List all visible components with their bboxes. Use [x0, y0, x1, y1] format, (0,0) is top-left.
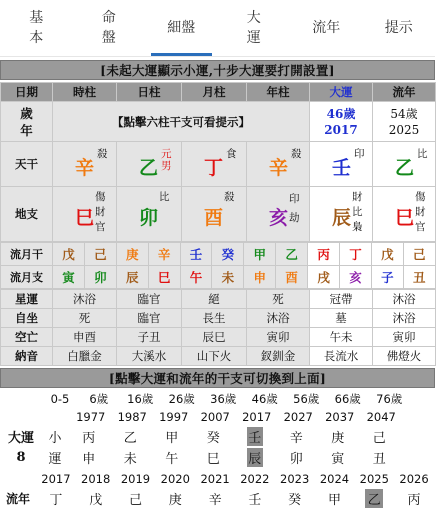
kongwang-cell: 寅卯 [247, 328, 310, 347]
dizhi-wrap [310, 187, 372, 241]
dayun-pillar-char[interactable]: 丙 [82, 431, 96, 446]
liunian-age-cell[interactable] [373, 102, 436, 142]
dizhi-cell[interactable] [117, 187, 182, 242]
dayun-year: 2017 [324, 122, 358, 137]
header-day: 日柱 [117, 83, 182, 102]
header-liunian: 流年 [373, 83, 436, 102]
month-cell[interactable]: 乙 [276, 243, 308, 266]
dayun-age: 76歲 [376, 392, 403, 406]
liunian-year: 2025 [388, 122, 420, 137]
dayun-pillar-char[interactable]: 小 [48, 431, 62, 446]
month-cell[interactable]: 卯 [84, 266, 116, 289]
zizuo-cell: 沐浴 [247, 309, 310, 328]
dayun-pillar-char[interactable]: 未 [123, 452, 137, 467]
dayun-pillar-char[interactable]: 丑 [372, 452, 386, 467]
nayin-cell: 山下火 [182, 347, 247, 366]
dayun-age: 36歲 [210, 392, 237, 406]
header-dayun: 大運 [310, 83, 373, 102]
dayun-pillar-char[interactable]: 辰 [247, 448, 263, 467]
dayun-pillar-char[interactable]: 申 [82, 452, 96, 467]
month-cell[interactable]: 亥 [340, 266, 372, 289]
liunian-gan-char[interactable]: 辛 [208, 493, 222, 508]
tiangan-cell[interactable] [373, 142, 436, 187]
tiangan-cell[interactable] [247, 142, 310, 187]
liunian-year: 2018 [81, 472, 111, 486]
hidden-god-labels: 傷 財 官 [415, 191, 426, 233]
month-cell[interactable]: 壬 [180, 243, 212, 266]
dayun-pillar-char[interactable]: 壬 [247, 427, 263, 446]
nayin-cell: 佛燈火 [373, 347, 436, 366]
liunian-year: 2025 [359, 472, 389, 486]
nayin-cell: 長流水 [310, 347, 373, 366]
liuyue-gan-row [1, 243, 436, 266]
liunian-gan-char[interactable]: 丁 [49, 493, 63, 508]
kongwang-row [1, 328, 436, 347]
dayun-pillar-char[interactable]: 午 [165, 452, 179, 467]
dizhi-char: 辰 [332, 207, 352, 229]
dizhi-char: 卯 [139, 207, 159, 229]
tab-label: 細盤 [167, 20, 196, 36]
tab-basic[interactable] [0, 0, 73, 56]
hidden-god-labels: 印 劫 [289, 193, 300, 224]
dizhi-cell[interactable] [247, 187, 310, 242]
dayun-age: 26歲 [168, 392, 195, 406]
tiangan-char: 乙 [139, 157, 159, 179]
settings-banner[interactable]: [未起大運顯示小運,十步大運要打開設置] [0, 60, 435, 80]
kongwang-cell: 申酉 [53, 328, 117, 347]
month-cell[interactable]: 酉 [276, 266, 308, 289]
zizuo-cell: 長生 [182, 309, 247, 328]
tiangan-wrap [117, 142, 181, 186]
month-cell[interactable]: 申 [244, 266, 276, 289]
dayun-year: 2007 [200, 410, 230, 424]
liunian-gan-char[interactable]: 甲 [327, 493, 341, 508]
pillar-table [0, 82, 436, 242]
tab-label: 流年 [312, 20, 341, 36]
tiangan-cell[interactable] [117, 142, 182, 187]
tiangan-char: 辛 [75, 157, 95, 179]
dayun-age: 16歲 [127, 392, 154, 406]
month-cell[interactable]: 癸 [212, 243, 244, 266]
dayun-age: 6歲 [89, 392, 109, 406]
dayun-gan-row [0, 426, 435, 447]
month-cell[interactable]: 己 [403, 243, 435, 266]
hidden-god-labels: 比 [159, 191, 170, 203]
xingyun-cell: 臨官 [117, 290, 182, 309]
dayun-year: 1987 [117, 410, 147, 424]
month-cell[interactable]: 未 [212, 266, 244, 289]
nayin-cell: 大溪水 [117, 347, 182, 366]
tab-hints[interactable] [363, 0, 436, 56]
month-cell[interactable]: 己 [84, 243, 116, 266]
xingyun-cell: 沐浴 [373, 290, 436, 309]
dayun-age: 0-5 [50, 392, 70, 406]
nayin-cell: 白臘金 [53, 347, 117, 366]
dizhi-row [1, 187, 436, 242]
kongwang-cell: 午未 [310, 328, 373, 347]
header-hour: 時柱 [53, 83, 117, 102]
dayun-pillar-char[interactable]: 辛 [289, 431, 303, 446]
dizhi-char: 巳 [395, 207, 415, 229]
xingyun-cell: 死 [247, 290, 310, 309]
liunian-years-row [0, 470, 435, 488]
dizhi-wrap [247, 187, 309, 241]
liuyue-zhi-label: 流月支 [1, 266, 53, 289]
header-year: 年柱 [247, 83, 310, 102]
liunian-year: 2026 [399, 472, 429, 486]
dayun-ages-row [0, 390, 435, 408]
dizhi-cell[interactable] [310, 187, 373, 242]
ten-god-label: 元 男 [161, 148, 172, 172]
top-tab-bar [0, 0, 435, 57]
dizhi-char: 亥 [269, 207, 289, 229]
zizuo-cell: 死 [53, 309, 117, 328]
dizhi-char: 巳 [75, 207, 95, 229]
liunian-year: 2023 [280, 472, 310, 486]
liunian-label: 流年 [5, 492, 30, 506]
liunian-year: 2021 [200, 472, 230, 486]
month-cell[interactable]: 辛 [148, 243, 180, 266]
liunian-gan-char[interactable]: 癸 [288, 493, 302, 508]
tiangan-cell[interactable] [182, 142, 247, 187]
liunian-gan-row [0, 488, 435, 509]
liunian-year: 2020 [160, 472, 190, 486]
xingyun-cell: 沐浴 [53, 290, 117, 309]
dizhi-char: 酉 [204, 207, 224, 229]
liuyue-gan-label: 流月干 [1, 243, 53, 266]
star-table [0, 289, 436, 366]
month-cell[interactable]: 丑 [403, 266, 435, 289]
xingyun-row [1, 290, 436, 309]
dizhi-label: 地支 [1, 187, 53, 242]
ten-god-label: 食 [226, 148, 237, 160]
age-label: 歲 年 [1, 102, 53, 142]
hidden-god-labels: 傷 財 官 [95, 191, 106, 233]
dayun-years-row [0, 408, 435, 426]
month-cell[interactable]: 庚 [116, 243, 148, 266]
dayun-zhi-row [0, 447, 435, 468]
tiangan-wrap [247, 142, 309, 186]
dayun-count: 8 [16, 450, 26, 465]
dayun-year: 2037 [325, 410, 355, 424]
liunian-gan-char[interactable]: 戊 [89, 493, 103, 508]
month-cell[interactable]: 戊 [371, 243, 403, 266]
dayun-pillar-char[interactable]: 巳 [206, 452, 220, 467]
dayun-pillar-char[interactable]: 乙 [123, 431, 137, 446]
month-cell[interactable]: 午 [180, 266, 212, 289]
zizuo-row [1, 309, 436, 328]
tiangan-wrap [182, 142, 246, 186]
tiangan-cell[interactable] [310, 142, 373, 187]
ten-god-label: 殺 [97, 148, 108, 160]
monthly-table [0, 242, 436, 289]
dayun-age: 46歲 [326, 106, 356, 121]
dayun-pillar-char[interactable]: 甲 [165, 431, 179, 446]
tab-liunian[interactable] [290, 0, 363, 56]
tiangan-wrap [373, 142, 435, 186]
switch-banner: [點擊大運和流年的干支可切換到上面] [0, 368, 435, 388]
month-cell[interactable]: 寅 [53, 266, 85, 289]
kongwang-label: 空亡 [1, 328, 53, 347]
dizhi-cell[interactable] [182, 187, 247, 242]
dizhi-cell[interactable] [53, 187, 117, 242]
header-date: 日期 [1, 83, 53, 102]
dayun-age: 66歲 [334, 392, 361, 406]
dayun-age: 46歲 [251, 392, 278, 406]
tab-label: 大 運 [246, 10, 261, 46]
dizhi-wrap [117, 187, 181, 241]
ten-god-label: 印 [354, 148, 365, 160]
dizhi-wrap [53, 187, 116, 241]
month-cell[interactable]: 子 [371, 266, 403, 289]
dayun-pillar-char[interactable]: 寅 [331, 452, 345, 467]
kongwang-cell: 辰巳 [182, 328, 247, 347]
dayun-year: 2017 [242, 410, 272, 424]
tiangan-wrap [310, 142, 372, 186]
liunian-year: 2022 [240, 472, 270, 486]
liunian-gan-char[interactable]: 乙 [365, 489, 383, 508]
dayun-age-cell[interactable] [310, 102, 373, 142]
pillar-hint[interactable]: 【點擊六柱干支可看提示】 [53, 102, 310, 142]
tiangan-char: 乙 [395, 157, 415, 179]
nayin-row [1, 347, 436, 366]
zizuo-cell: 沐浴 [373, 309, 436, 328]
nayin-label: 納音 [1, 347, 53, 366]
tab-dayun[interactable] [218, 0, 291, 56]
xingyun-cell: 絕 [182, 290, 247, 309]
month-cell[interactable]: 戊 [53, 243, 85, 266]
hidden-god-labels: 殺 [224, 191, 235, 203]
pillar-header-row [1, 83, 436, 102]
dayun-age: 56歲 [293, 392, 320, 406]
nayin-cell: 釵釧金 [247, 347, 310, 366]
kongwang-cell: 子丑 [117, 328, 182, 347]
hidden-god-labels: 財 比 梟 [352, 191, 363, 233]
tiangan-wrap [53, 142, 116, 186]
tab-chart[interactable] [73, 0, 146, 56]
dayun-pillar-char[interactable]: 己 [372, 431, 386, 446]
month-cell[interactable]: 甲 [244, 243, 276, 266]
tiangan-char: 辛 [269, 157, 289, 179]
liunian-gan-char[interactable]: 己 [128, 493, 142, 508]
tiangan-row [1, 142, 436, 187]
dayun-year: 1977 [76, 410, 106, 424]
month-cell[interactable]: 巳 [148, 266, 180, 289]
month-cell[interactable]: 丁 [340, 243, 372, 266]
dayun-label: 大運 [7, 431, 34, 446]
liunian-gan-char[interactable]: 丙 [407, 493, 421, 508]
dizhi-wrap [182, 187, 246, 241]
zizuo-cell: 臨官 [117, 309, 182, 328]
month-cell[interactable]: 戌 [308, 266, 340, 289]
xingyun-cell: 冠帶 [310, 290, 373, 309]
tab-label: 基 本 [29, 10, 44, 46]
liunian-year: 2024 [319, 472, 350, 486]
dayun-year: 2027 [283, 410, 313, 424]
dayun-pillar-char[interactable]: 庚 [331, 431, 345, 446]
zizuo-label: 自坐 [1, 309, 53, 328]
tab-label: 命 盤 [101, 10, 116, 46]
liunian-gan-char[interactable]: 庚 [168, 493, 182, 508]
header-month: 月柱 [182, 83, 247, 102]
tiangan-label: 天干 [1, 142, 53, 187]
xingyun-label: 星運 [1, 290, 53, 309]
liuyue-zhi-row [1, 266, 436, 289]
dayun-pillar-char[interactable]: 卯 [289, 452, 303, 467]
dayun-pillar-char[interactable]: 癸 [206, 431, 220, 446]
ten-god-label: 殺 [291, 148, 302, 160]
zizuo-cell: 墓 [310, 309, 373, 328]
tab-label: 提示 [384, 20, 413, 36]
ten-god-label: 比 [417, 148, 428, 160]
dayun-pillar-char[interactable]: 運 [48, 452, 62, 467]
kongwang-cell: 寅卯 [373, 328, 436, 347]
liunian-gan-char[interactable]: 壬 [248, 493, 262, 508]
liunian-year: 2019 [120, 472, 151, 486]
dizhi-wrap [373, 187, 435, 241]
tiangan-char: 丁 [204, 157, 224, 179]
month-cell[interactable]: 辰 [116, 266, 148, 289]
liunian-age: 54歲 [390, 106, 418, 121]
month-cell[interactable]: 丙 [308, 243, 340, 266]
tab-detail[interactable] [145, 0, 218, 56]
age-row [1, 102, 436, 142]
dayun-year: 1997 [159, 410, 189, 424]
dayun-year: 2047 [366, 410, 396, 424]
dizhi-cell[interactable] [373, 187, 436, 242]
tiangan-char: 壬 [332, 157, 352, 179]
liunian-year: 2017 [41, 472, 71, 486]
tiangan-cell[interactable] [53, 142, 117, 187]
